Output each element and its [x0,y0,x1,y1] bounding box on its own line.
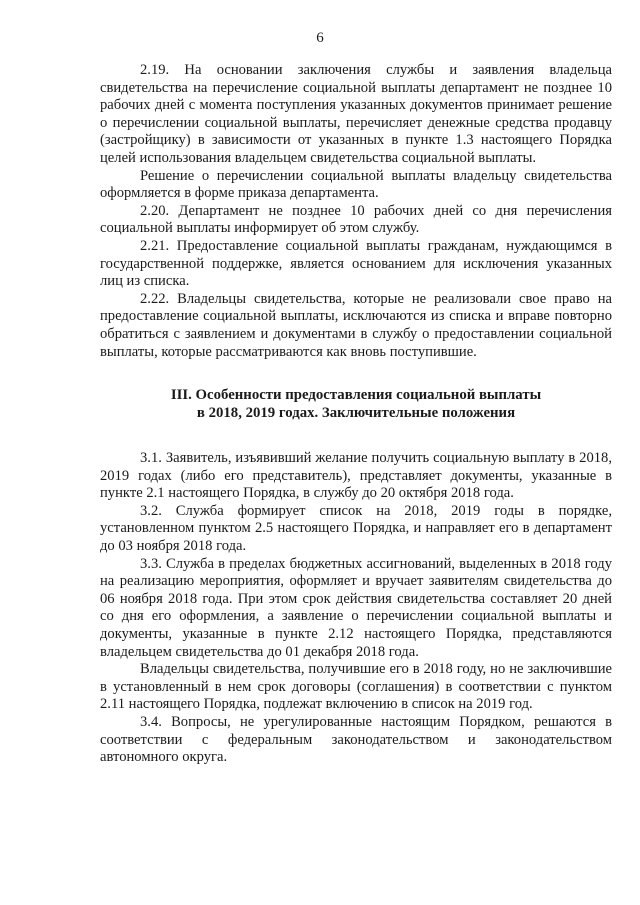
paragraph-3-4: 3.4. Вопросы, не урегулированные настоящим Порядком, решаются в соответствии с федеральным законодательством и законодательством автономного округа. [100,714,612,766]
section-heading [100,386,612,422]
document-body [100,62,612,767]
paragraph-3-3: 3.3. Служба в пределах бюджетных ассигнований, выделенных в 2018 году на реализацию мероприятия, оформляет и вручает заявителям свидетельства до 06 ноября 2018 года. При этом срок действия свидетельства составляет 20 дней со дня его оформления, а заявление о перечислении социальной выплаты и документы, указанные в пункте 2.12 настоящего Порядка, представляются владельцем свидетельства до 01 декабря 2018 года. [100,555,612,660]
paragraph-2-19-decision: Решение о перечислении социальной выплаты владельцу свидетельства оформляется в форме приказа департамента. [100,167,612,202]
paragraph-2-21: 2.21. Предоставление социальной выплаты гражданам, нуждающимся в государственной поддержке, является основанием для исключения указанных лиц из списка. [100,237,612,290]
paragraph-2-22: 2.22. Владельцы свидетельства, которые не реализовали свое право на предоставление социальной выплаты, исключаются из списка и вправе повторно обратиться с заявлением и документами в службу о предоставлении социальной выплаты, которые рассматриваются как вновь поступившие. [100,290,612,360]
page-number: 6 [316,30,324,46]
paragraph-3-2: 3.2. Служба формирует список на 2018, 2019 годы в порядке, установленном пунктом 2.5 настоящего Порядка, и направляет его в департамент до 03 ноября 2018 года. [100,502,612,555]
paragraph-3-3-owners: Владельцы свидетельства, получившие его в 2018 году, но не заключившие в установленный в нем срок договоры (соглашения) в соответствии с пунктом 2.11 настоящего Порядка, подлежат включению в список на 2019 год. [100,661,612,713]
paragraph-3-1: 3.1. Заявитель, изъявивший желание получить социальную выплату в 2018, 2019 годах (либо его представитель), представляет документы, указанные в пункте 2.1 настоящего Порядка, в службу до 20 октября 2018 года. [100,450,612,502]
paragraph-2-19: 2.19. На основании заключения службы и заявления владельца свидетельства на перечисление социальной выплаты департамент не позднее 10 рабочих дней с момента поступления указанных документов принимает решение о перечислении социальной выплаты, перечисляет денежные средства продавцу (застройщику) в зависимости от указанных в пункте 1.3 настоящего Порядка целей использования владельцем свидетельства социальной выплаты. [100,62,612,166]
paragraph-2-20: 2.20. Департамент не позднее 10 рабочих дней со дня перечисления социальной выплаты информирует об этом службу. [100,202,612,237]
section-heading-line-1: III. Особенности предоставления социальной выплаты [170,387,542,404]
section-heading-line-2: в 2018, 2019 годах. Заключительные положения [196,405,516,422]
